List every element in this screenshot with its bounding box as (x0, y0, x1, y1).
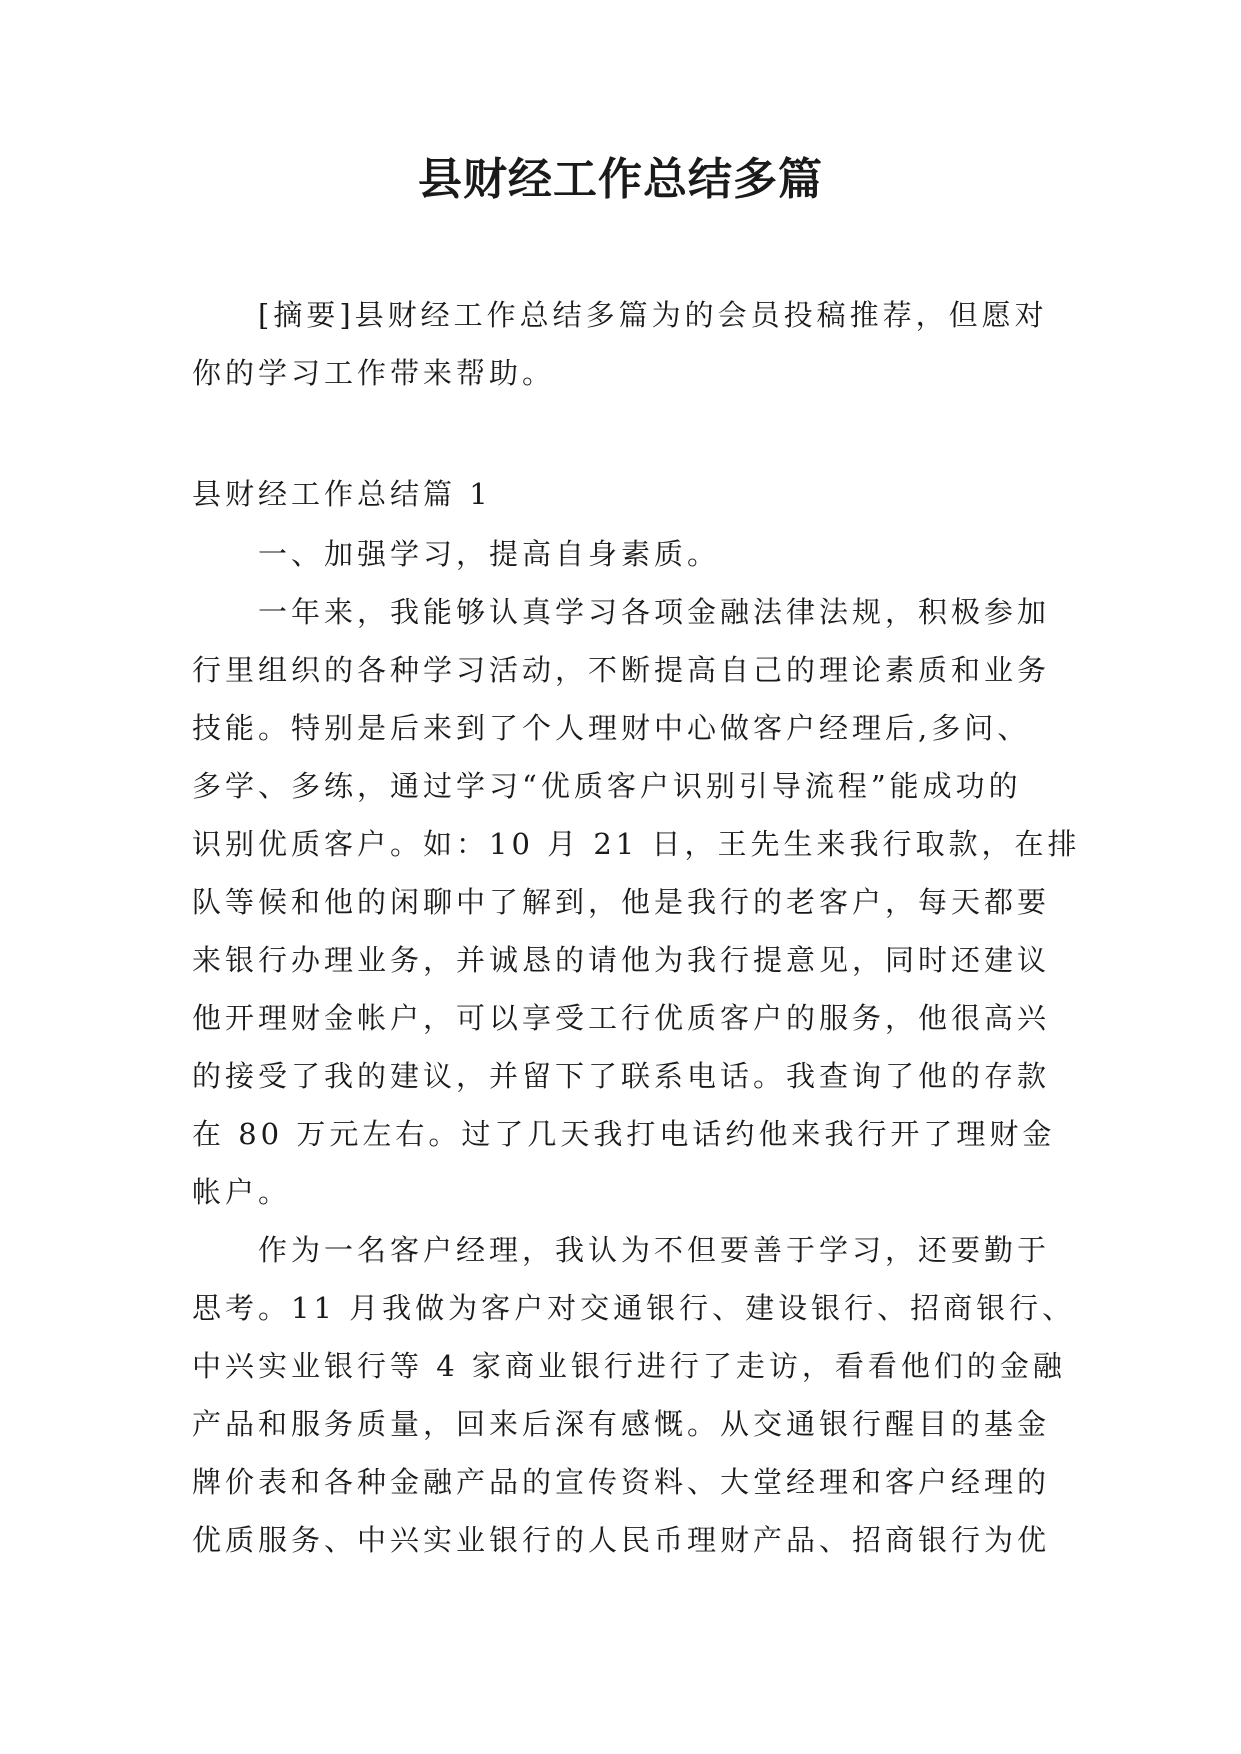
document-body (192, 465, 1081, 1569)
paragraph-line: 思考。11 月我做为客户对交通银行、建设银行、招商银行、 (192, 1291, 1076, 1325)
document-title: 县财经工作总结多篇 (418, 154, 823, 205)
abstract (192, 286, 1052, 402)
paragraph-line: 的接受了我的建议，并留下了联系电话。我查询了他的存款 (192, 1059, 1051, 1093)
paragraph-line: 他开理财金帐户，可以享受工行优质客户的服务，他很高兴 (192, 1001, 1051, 1035)
paragraph-line: 行里组织的各种学习活动，不断提高自己的理论素质和业务 (192, 653, 1051, 687)
paragraph-line: 技能。特别是后来到了个人理财中心做客户经理后,多问、 (192, 711, 1031, 745)
paragraph-line: 来银行办理业务，并诚恳的请他为我行提意见，同时还建议 (192, 943, 1051, 977)
paragraph-line: 产品和服务质量，回来后深有感慨。从交通银行醒目的基金 (192, 1407, 1051, 1441)
paragraph-2 (192, 1221, 1076, 1569)
paragraph-line: 多学、多练，通过学习“优质客户识别引导流程”能成功的 (192, 769, 1022, 803)
section-heading: 县财经工作总结篇 1 (192, 477, 492, 511)
paragraph-1 (192, 583, 1081, 1221)
paragraph-line: 优质服务、中兴实业银行的人民币理财产品、招商银行为优 (192, 1523, 1051, 1557)
abstract-line: 你的学习工作带来帮助。 (192, 356, 556, 390)
abstract-line: [摘要]县财经工作总结多篇为的会员投稿推荐，但愿对 (258, 298, 1048, 332)
paragraph-line: 帐户。 (192, 1175, 292, 1209)
paragraph-line: 识别优质客户。如：10 月 21 日，王先生来我行取款，在排 (192, 827, 1081, 861)
paragraph-line: 牌价表和各种金融产品的宣传资料、大堂经理和客户经理的 (192, 1465, 1051, 1499)
paragraph-line: 中兴实业银行等 4 家商业银行进行了走访，看看他们的金融 (192, 1349, 1066, 1383)
paragraph-line: 作为一名客户经理，我认为不但要善于学习，还要勤于 (258, 1233, 1051, 1267)
paragraph-line: 队等候和他的闲聊中了解到，他是我行的老客户，每天都要 (192, 885, 1051, 919)
subheading: 一、加强学习，提高自身素质。 (258, 537, 721, 571)
paragraph-line: 一年来，我能够认真学习各项金融法律法规，积极参加 (258, 595, 1051, 629)
abstract-paragraph (192, 286, 1052, 402)
paragraph-line: 在 80 万元左右。过了几天我打电话约他来我行开了理财金 (192, 1117, 1056, 1151)
